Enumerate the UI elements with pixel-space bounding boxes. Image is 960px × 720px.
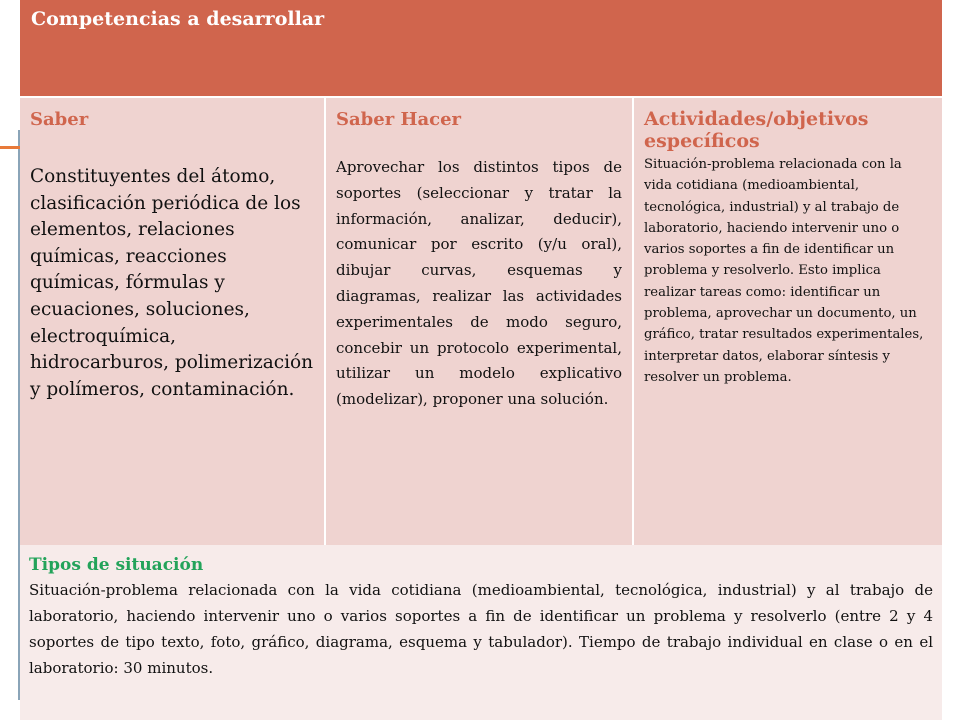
saber-heading: Saber <box>30 109 89 130</box>
saber-column <box>20 98 326 545</box>
saber-content: Constituyentes del átomo, clasificación periódica de los elementos, relaciones químicas, reacciones químicas, fórmulas y ecuaciones, soluciones, electroquímica, hidrocarburos, polimerización y polímeros, contaminación. <box>30 166 314 400</box>
saber-hacer-content: Aprovechar los distintos tipos de soportes (seleccionar y tratar la información, analizar, deducir), comunicar por escrito (y/u oral), dibujar curvas, esquemas y diagramas, realizar las actividades experimentales de modo seguro, concebir un protocolo experimental, utilizar un modelo explicativo (modelizar), proponer una solución. <box>336 158 622 409</box>
tipos-situacion-row <box>20 545 942 720</box>
table-header-row <box>20 0 942 98</box>
actividades-content: Situación-problema relacionada con la vida cotidiana (medioambiental, tecnológica, industrial) y al trabajo de laboratorio, haciendo intervenir uno o varios soportes a fin de identificar un problema y resolverlo. Esto implica realizar tareas como: identificar un problema, aprovechar un documento, un gráfico, tratar resultados experimentales, interpretar datos, elaborar síntesis y resolver un problema. <box>644 157 924 385</box>
saber-hacer-heading: Saber Hacer <box>336 109 462 130</box>
slide-decoration-line <box>0 146 22 149</box>
competencias-columns <box>20 98 942 545</box>
situacion-content: Situación-problema relacionada con la vida cotidiana (medioambiental, tecnológica, industrial) y al trabajo de laboratorio, haciendo intervenir uno o varios soportes a fin de identificar un problema y resolverlo (entre 2 y 4 soportes de tipo texto, foto, gráfico, diagrama, esquema y tabulador). Tiempo de trabajo individual en clase o en el laboratorio: 30 minutos. <box>29 581 933 677</box>
actividades-heading: Actividades/objetivos específicos <box>644 108 869 152</box>
saber-hacer-column <box>326 98 634 545</box>
actividades-column <box>634 98 942 545</box>
situacion-title: Tipos de situación <box>29 555 204 575</box>
table-title: Competencias a desarrollar <box>31 8 325 30</box>
competencias-table <box>20 0 942 720</box>
